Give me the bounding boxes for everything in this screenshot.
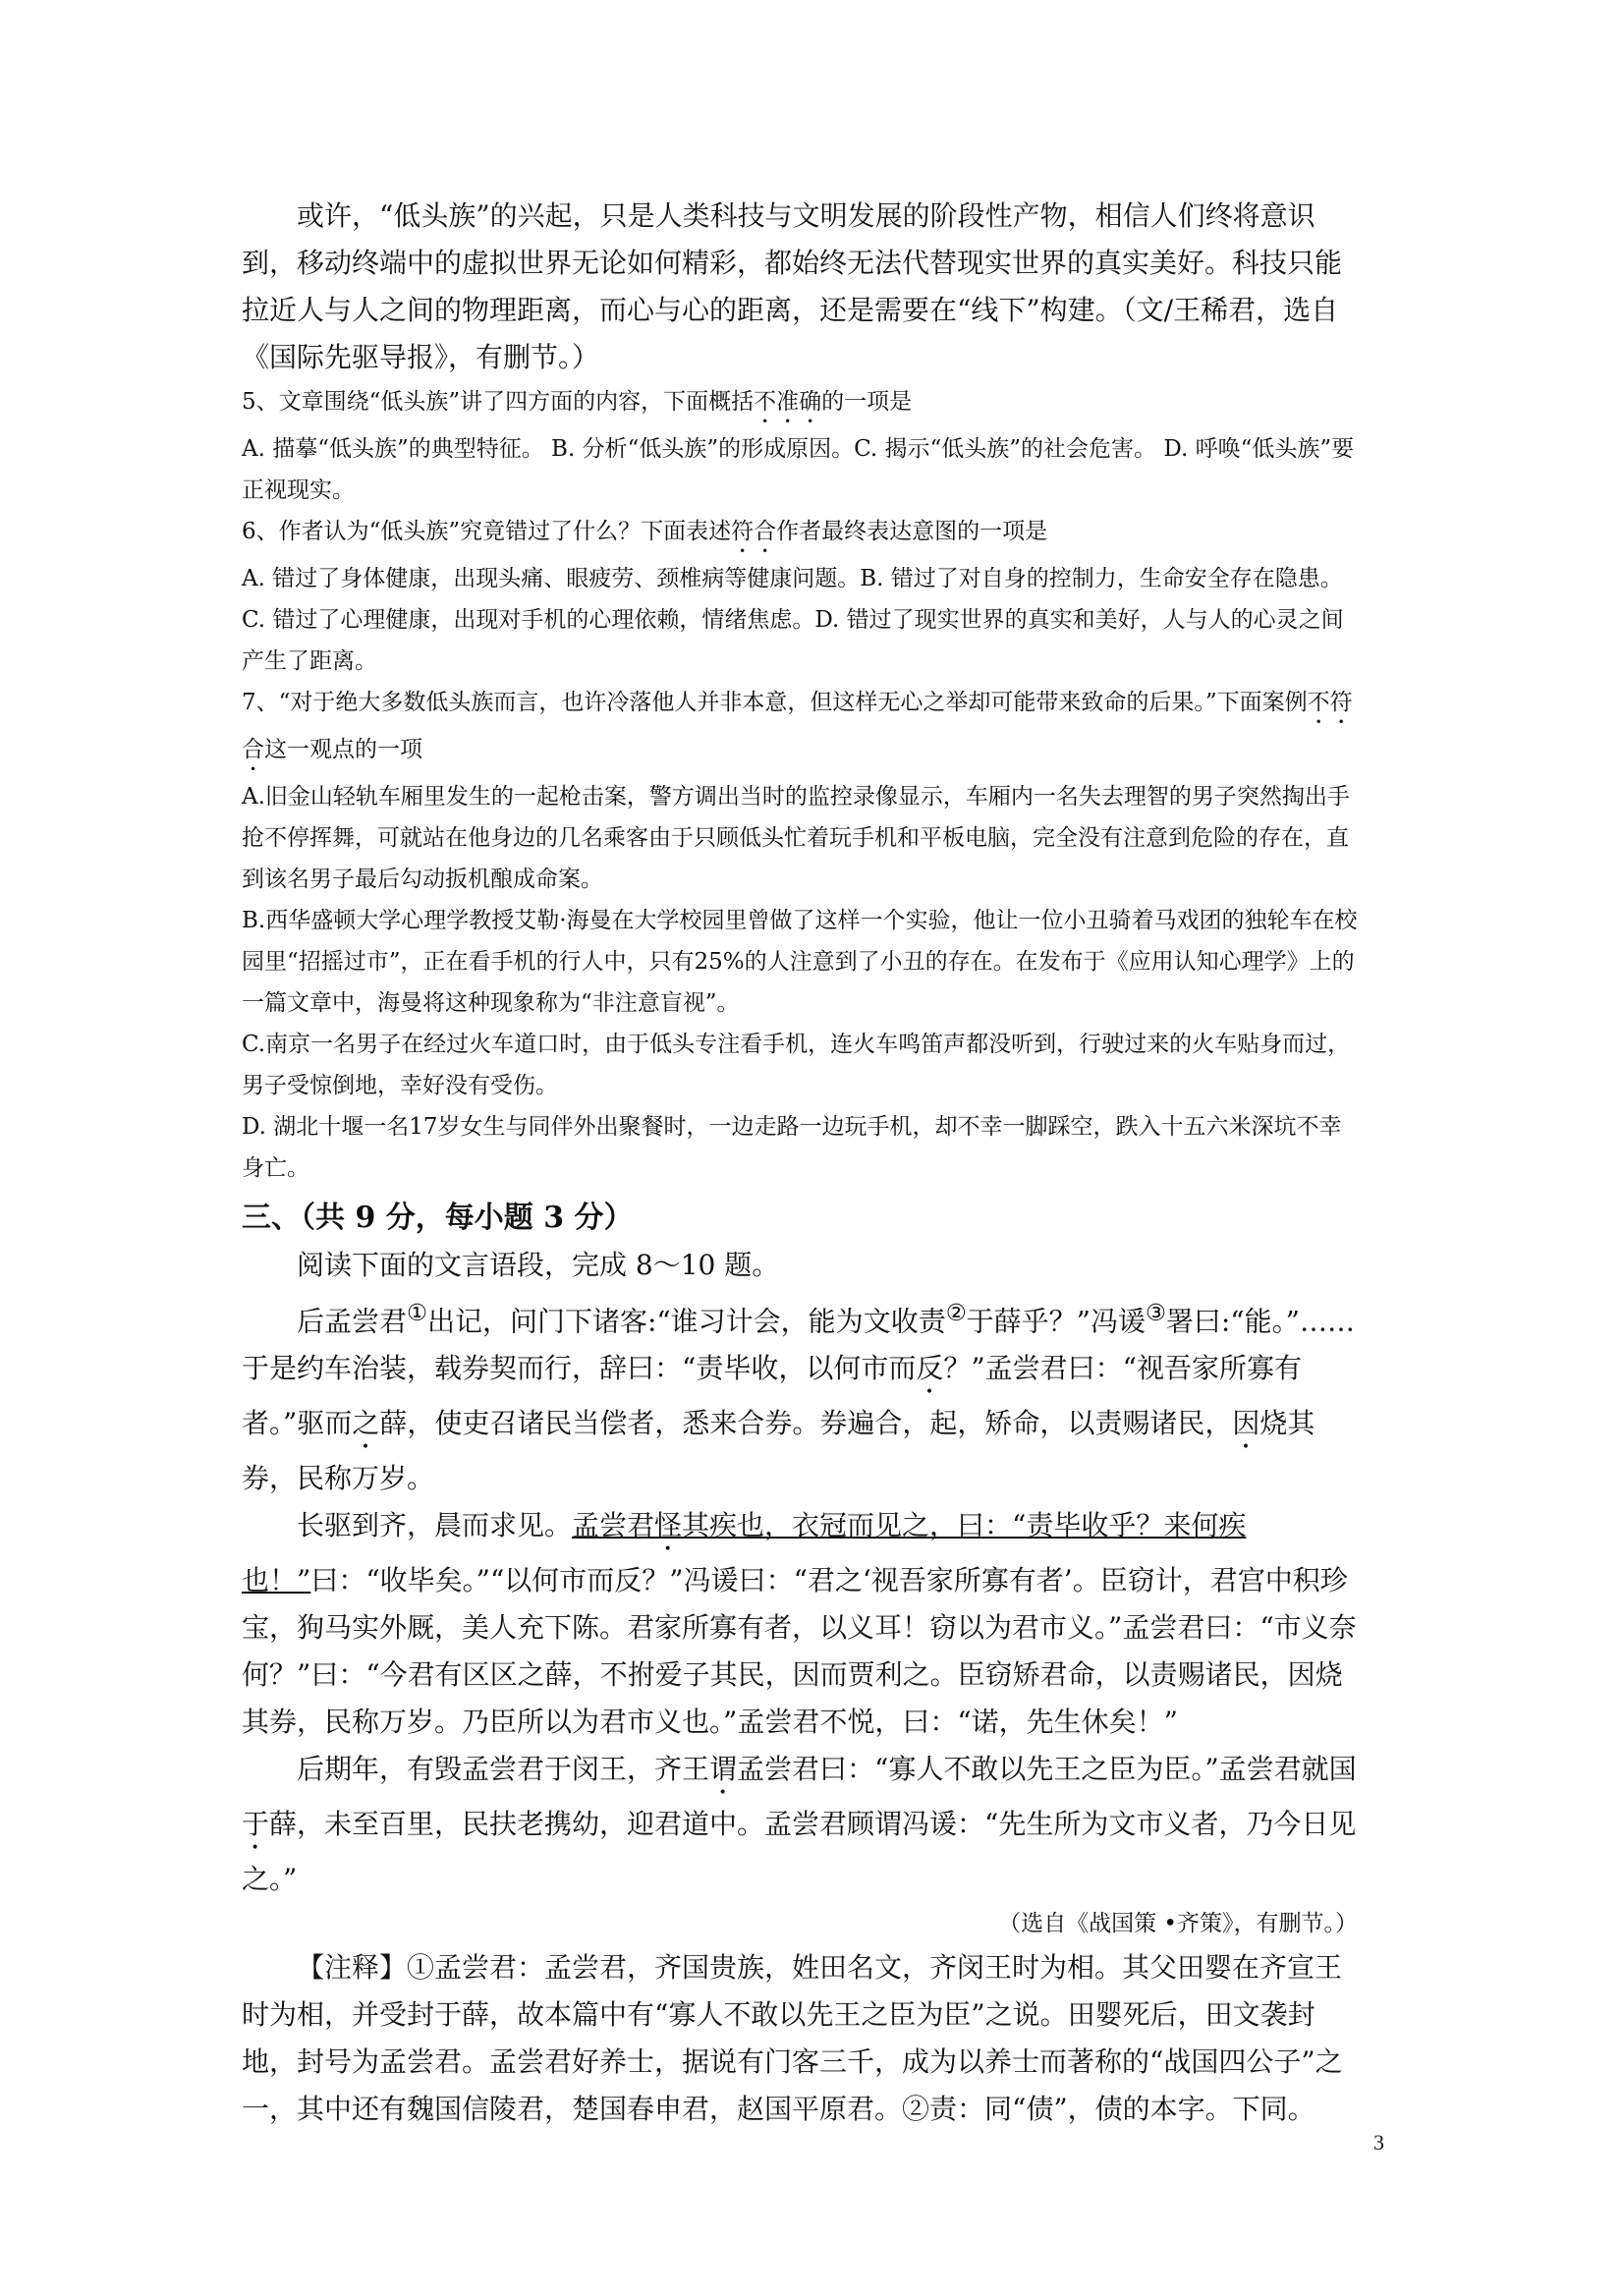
source-citation: （选自《战国策 •齐策》，有删节。） — [998, 1911, 1358, 1937]
emphasis-mark: 怪 — [654, 1509, 683, 1542]
classical-paragraph-3: 后期年，有毁孟尝君于闵王，齐王谓孟尝君曰：“寡人不敢以先王之臣为臣。”孟尝君就国于薛，未至百里，民扶老携幼，迎君道中。孟尝君顾谓冯谖：“先生所为文市义者，乃今日见之。” — [242, 1753, 1357, 1896]
section-heading: 三、（共 9 分，每小题 3 分） — [242, 1201, 634, 1235]
underlined-sentence: 孟尝君怪其疾也，衣冠而见之，曰：“责毕收乎？来何疾也！” — [242, 1509, 1247, 1597]
emphasis-mark: 不符合 — [242, 690, 1353, 762]
question-5 — [242, 381, 1358, 511]
emphasis-mark: 反 — [916, 1352, 944, 1385]
page-number: 3 — [1373, 2130, 1384, 2155]
emphasis-mark: 符合 — [731, 519, 777, 544]
emphasis-mark: 不准确 — [754, 389, 822, 415]
emphasis-mark: 于 — [242, 1808, 270, 1841]
emphasis-mark: 因 — [1232, 1407, 1260, 1440]
question-6-stem: 6、作者认为“低头族”究竟错过了什么？下面表述符合作者最终表达意图的一项是 — [242, 519, 1048, 544]
footnote-ref: ② — [945, 1299, 967, 1326]
emphasis-mark: 之 — [352, 1407, 380, 1440]
classical-paragraph-1: 后孟尝君①出记，问门下诸客:“谁习计会，能为文收责②于薛乎？”冯谖③署曰:“能。”……于是约车治装，载券契而行，辞曰：“责毕收，以何市而反？”孟尝君曰：“视吾家所寡有者。”驱而之薛，使吏召诸民当偿者，悉来合券。券遍合，起，矫命，以责赐诸民，因烧其券，民称万岁。 — [242, 1299, 1355, 1495]
section-3 — [242, 1195, 1358, 2133]
footnote-ref: ③ — [1145, 1299, 1166, 1326]
footnote-ref: ① — [407, 1299, 427, 1326]
question-5-stem: 5、文章围绕“低头族”讲了四方面的内容，下面概括不准确的一项是 — [242, 389, 913, 415]
passage-final-paragraph: 或许，“低头族”的兴起，只是人类科技与文明发展的阶段性产物，相信人们终将意识到，移动终端中的虚拟世界无论如何精彩，都始终无法代替现实世界的真实美好。科技只能拉近人与人之间的物理距离，而心与心的距离，还是需要在“线下”构建。（文/王稀君，选自《国际先驱导报》，有删节。） — [242, 199, 1343, 373]
question-7-stem: 7、“对于绝大多数低头族而言，也许冷落他人并非本意，但这样无心之举却可能带来致命的后果。”下面案例不符合这一观点的一项 — [242, 690, 1353, 762]
question-6-option-cd: C. 错过了心理健康，出现对手机的心理依赖，情绪焦虑。D. 错过了现实世界的真实和美好，人与人的心灵之间产生了距离。 — [242, 607, 1344, 674]
emphasis-mark: 谓 — [709, 1753, 738, 1786]
question-5-options: A. 描摹“低头族”的典型特征。 B. 分析“低头族”的形成原因。C. 揭示“低头族”的社会危害。 D. 呼唤“低头族”要正视现实。 — [242, 436, 1355, 503]
annotation-label: 【注释】 — [297, 1951, 408, 1985]
question-6 — [242, 511, 1358, 682]
question-6-option-ab: A. 错过了身体健康，出现头痛、眼疲劳、颈椎病等健康问题。B. 错过了对自身的控制力，生命安全存在隐患。 — [242, 566, 1343, 591]
classical-paragraph-2: 长驱到齐，晨而求见。孟尝君怪其疾也，衣冠而见之，曰：“责毕收乎？来何疾也！”曰：“收毕矣。”“以何市而反？”冯谖曰：“君之‘视吾家所寡有者’。臣窃计，君宫中积珍宝，狗马实外厩，美人充下陈。君家所寡有者，以义耳！窃以为君市义。”孟尝君曰：“市义奈何？”曰：“今君有区区之薛，不拊爱子其民，因而贾利之。臣窃矫君命，以责赐诸民，因烧其券，民称万岁。乃臣所以为君市义也。”孟尝君不悦，曰：“诺，先生休矣！” — [242, 1509, 1357, 1739]
question-7-option-b: B.西华盛顿大学心理学教授艾勒·海曼在大学校园里曾做了这样一个实验，他让一位小丑骑着马戏团的独轮车在校园里“招摇过市”，正在看手机的行人中，只有25%的人注意到了小丑的存在。在发布于《应用认知心理学》上的一篇文章中，海曼将这种现象称为“非注意盲视”。 — [242, 908, 1358, 1016]
exam-page — [242, 193, 1358, 2133]
question-7-option-d: D. 湖北十堰一名17岁女生与同伴外出聚餐时，一边走路一边玩手机，却不幸一脚踩空，跌入十五六米深坑不幸身亡。 — [242, 1114, 1342, 1181]
question-7 — [242, 682, 1358, 1189]
question-7-option-a: A.旧金山轻轨车厢里发生的一起枪击案，警方调出当时的监控录像显示，车厢内一名失去理智的男子突然掏出手抢不停挥舞，可就站在他身边的几名乘客由于只顾低头忙着玩手机和平板电脑，完全没有注意到危险的存在，直到该名男子最后勾动扳机酿成命案。 — [242, 784, 1350, 892]
question-7-option-c: C.南京一名男子在经过火车道口时，由于低头专注看手机，连火车鸣笛声都没听到，行驶过来的火车贴身而过，男子受惊倒地，幸好没有受伤。 — [242, 1032, 1351, 1098]
section-instruction: 阅读下面的文言语段，完成 8～10 题。 — [297, 1249, 780, 1281]
annotation-paragraph: 【注释】①孟尝君：孟尝君，齐国贵族，姓田名文，齐闵王时为相。其父田婴在齐宣王时为相，并受封于薛，故本篇中有“寡人不敢以先王之臣为臣”之说。田婴死后，田文袭封地，封号为孟尝君。孟尝君好养士，据说有门客三千，成为以养士而著称的“战国四公子”之一，其中还有魏国信陵君，楚国春申君，赵国平原君。②责：同“债”，债的本字。下同。 — [242, 1951, 1343, 2126]
